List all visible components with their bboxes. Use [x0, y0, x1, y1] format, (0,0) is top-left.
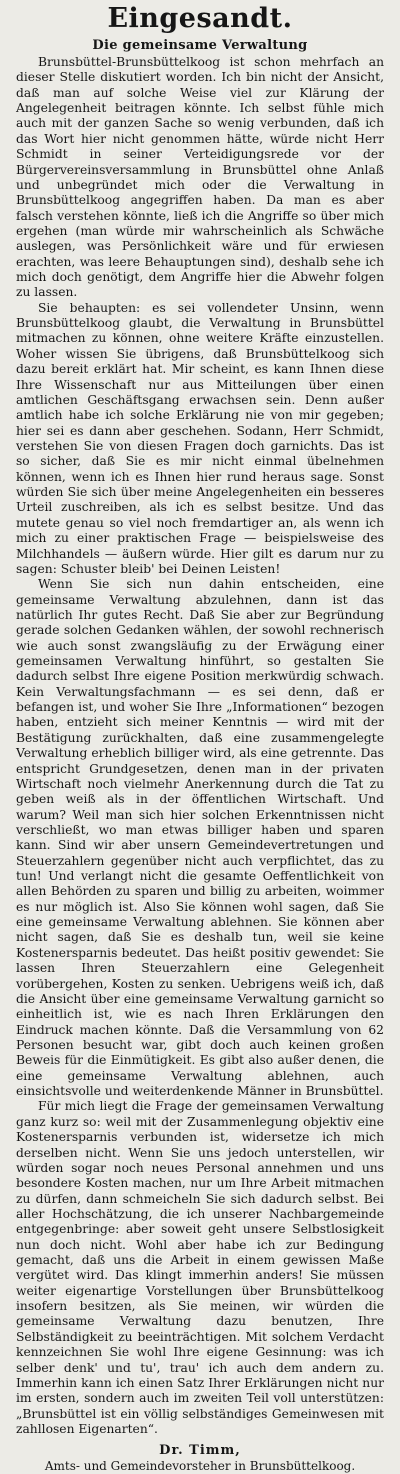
article-paragraph-3: Wenn Sie sich nun dahin entscheiden, eine gemeinsame Verwaltung abzulehnen, dann ist das natürlich Ihr gutes Recht. Daß Sie aber zur Begründung gerade solchen Gedanken wählen, der sowohl rechnerisch wie auch sonst zwangsläufig zu der Erwägung einer gemeinsamen Verwaltung hinführt, so gestalten Sie dadurch selbst Ihre eigene Position merkwürdig schwach. Kein Verwaltungsfachmann — es sei denn, daß er befangen ist, und woher Sie Ihre „Informationen“ bezogen haben, entzieht sich meiner Kenntnis — wird mit der Bestätigung zurückhalten, daß eine zusammengelegte Verwaltung erheblich billiger wird, als eine getrennte. Das entspricht Grundgesetzen, denen man in der privaten Wirtschaft noch vielmehr Anerkennung durch die Tat zu geben weiß als in der öffentlichen Wirtschaft. Und warum? Weil man sich hier solchen Erkenntnissen nicht verschließt, wo man etwas billiger haben und sparen kann. Sind wir aber unsern Gemeindevertretungen und Steuerzahlern gegenüber nicht auch verpflichtet, das zu tun! Und verlangt nicht die gesamte Oeffentlichkeit von allen Behörden zu sparen und billig zu arbeiten, woimmer es nur möglich ist. Also Sie können wohl sagen, daß Sie eine gemeinsame Verwaltung ablehnen. Sie können aber nicht sagen, daß Sie es deshalb tun, weil sie keine Kostenersparnis bedeutet. Das heißt positiv gewendet: Sie lassen Ihren Steuerzahlern eine Gelegenheit vorübergehen, Kosten zu senken. Uebrigens weiß ich, daß die Ansicht über eine gemeinsame Verwaltung garnicht so einheitlich ist, wie es nach Ihren Erklärungen den Eindruck machen könnte. Daß die Versammlung von 62 Personen besucht war, gibt doch auch keinen großen Beweis für die Einmütigkeit. Es gibt also außer denen, die eine gemeinsame Verwaltung ablehnen, auch einsichtsvolle und weiterdenkende Männer in Brunsbüttel.	[16, 577, 384, 1099]
signature-block	[16, 1443, 384, 1474]
subheadline: Die gemeinsame Verwaltung	[92, 38, 308, 53]
signature-title: Amts- und Gemeindevorsteher in Brunsbüttelkoog.	[44, 1459, 356, 1474]
article-paragraph-4: Für mich liegt die Frage der gemeinsamen Verwaltung ganz kurz so: weil mit der Zusammenlegung objektiv eine Kostenersparnis verbunden ist, widersetze ich mich derselben nicht. Wenn Sie uns jedoch unterstellen, wir würden sogar noch neues Personal annehmen und uns besondere Kosten machen, nur um Ihre Arbeit mitmachen zu dürfen, dann schmeicheln Sie sich dadurch selbst. Bei aller Hochschätzung, die ich unserer Nachbargemeinde entgegenbringe: aber soweit geht unsere Selbstlosigkeit nun doch nicht. Wohl aber habe ich zur Bedingung gemacht, daß uns die Arbeit in einem gewissen Maße vergütet wird. Das klingt immerhin anders! Sie müssen weiter eigenartige Vorstellungen über Brunsbüttelkoog insofern besitzen, als Sie meinen, wir würden die gemeinsame Verwaltung dazu benutzen, Ihre Selbständigkeit zu beeinträchtigen. Mit solchem Verdacht kennzeichnen Sie wohl Ihre eigene Gesinnung: was ich selber denk' und tu', trau' ich auch dem andern zu. Immerhin kann ich einen Satz Ihrer Erklärungen nicht nur im ersten, sondern auch im zweiten Teil voll unterstützen: „Brunsbüttel ist ein völlig selbständiges Gemeinwesen mit zahllosen Eigenarten“.	[16, 1099, 384, 1436]
signature-name: Dr. Timm,	[159, 1443, 241, 1459]
headline: Eingesandt.	[107, 3, 293, 34]
article-paragraph-1: Brunsbüttel-Brunsbüttelkoog ist schon mehrfach an dieser Stelle diskutiert worden. Ich bin nicht der Ansicht, daß man auf solche Weise viel zur Klärung der Angelegenheit beitragen könnte. Ich selbst fühle mich auch mit der ganzen Sache so wenig verbunden, daß ich das Wort hier nicht genommen hätte, würde nicht Herr Schmidt in seiner Verteidigungsrede vor der Bürgervereinsversammlung in Brunsbüttel ohne Anlaß und unbegründet mich oder die Verwaltung in Brunsbüttelkoog angegriffen haben. Da man es aber falsch verstehen könnte, ließ ich die Angriffe so über mich ergehen (man würde mir wahrscheinlich als Schwäche auslegen, was Persönlichkeit wäre und für erwiesen erachten, was leere Behauptungen sind), deshalb sehe ich mich doch genötigt, dem Angriffe hier die Abwehr folgen zu lassen.	[16, 55, 384, 300]
article-paragraph-2: Sie behaupten: es sei vollendeter Unsinn, wenn Brunsbüttelkoog glaubt, die Verwaltung in Brunsbüttel mitmachen zu können, ohne weitere Kräfte einzustellen. Woher wissen Sie übrigens, daß Brunsbüttelkoog sich dazu bereit erklärt hat. Mir scheint, es kann Ihnen diese Ihre Wissenschaft nur aus Mitteilungen über einen amtlichen Geschäftsgang erwachsen sein. Denn außer amtlich habe ich solche Erklärung nie von mir gegeben; hier sei es dann aber geschehen. Sodann, Herr Schmidt, verstehen Sie von diesen Fragen doch garnichts. Das ist so sicher, daß Sie es mir nicht einmal übelnehmen können, wenn ich es Ihnen hier rund heraus sage. Sonst würden Sie sich über meine Angelegenheiten ein besseres Urteil zuschreiben, als ich es selbst besitze. Und das mutete genau so viel noch fremdartiger an, als wenn ich mich zu einer praktischen Frage — beispielsweise des Milchhandels — äußern würde. Hier gilt es darum nur zu sagen: Schuster bleib' bei Deinen Leisten!	[16, 300, 384, 576]
